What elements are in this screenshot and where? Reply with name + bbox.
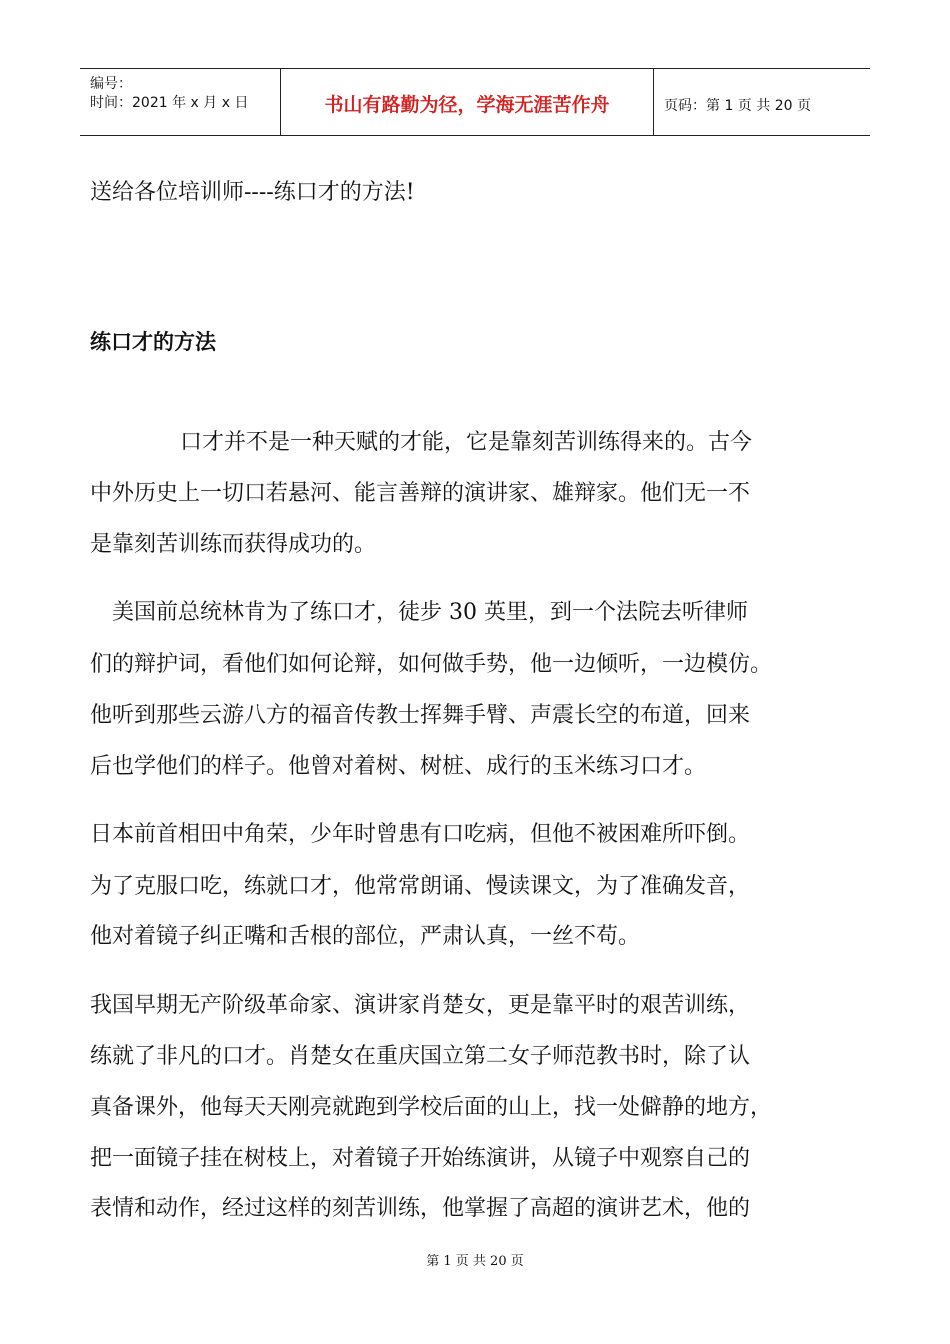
- paragraph-line: 表情和动作，经过这样的刻苦训练，他掌握了高超的演讲艺术，他的: [90, 1196, 751, 1221]
- header-meta-cell: [80, 69, 281, 135]
- paragraph-line: 他听到那些云游八方的福音传教士挥舞手臂、声震长空的布道，回来: [90, 703, 751, 728]
- paragraph-line: 为了克服口吃，练就口才，他常常朗诵、慢读课文，为了准确发音，: [90, 874, 751, 899]
- page-footer: 第 1 页 共 20 页: [426, 1254, 524, 1269]
- paragraph-line: 他对着镜子纠正嘴和舌根的部位，严肃认真，一丝不苟。: [90, 924, 641, 949]
- paragraph-line: 练就了非凡的口才。肖楚女在重庆国立第二女子师范教书时，除了认: [90, 1044, 751, 1069]
- paragraph-line: 美国前总统林肯为了练口才，徒步 30 英里，到一个法院去听律师: [112, 600, 748, 625]
- paragraph-line: 后也学他们的样子。他曾对着树、树桩、成行的玉米练习口才。: [90, 754, 707, 779]
- paragraph-line: 把一面镜子挂在树枝上，对着镜子开始练演讲，从镜子中观察自己的: [90, 1146, 751, 1171]
- paragraph-line: 我国早期无产阶级革命家、演讲家肖楚女，更是靠平时的艰苦训练，: [90, 993, 751, 1018]
- paragraph-line: 中外历史上一切口若悬河、能言善辩的演讲家、雄辩家。他们无一不: [90, 481, 751, 506]
- paragraph-line: 是靠刻苦训练而获得成功的。: [90, 532, 377, 557]
- document-title: 练口才的方法: [90, 330, 216, 354]
- paragraph-line: 日本前首相田中角荣，少年时曾患有口吃病，但他不被困难所吓倒。: [90, 822, 751, 847]
- header-page-cell: [654, 69, 870, 135]
- paragraph-line: 们的辩护词，看他们如何论辩，如何做手势，他一边倾听，一边模仿。: [90, 652, 773, 677]
- header-motto: 书山有路勤为径，学海无涯苦作舟: [324, 94, 610, 116]
- document-header: [80, 68, 870, 136]
- document-subject: 送给各位培训师----练口才的方法!: [90, 180, 415, 205]
- header-page-info: 页码：第 1 页 共 20 页: [664, 98, 811, 114]
- paragraph-line: 口才并不是一种天赋的才能，它是靠刻苦训练得来的。古今: [180, 430, 753, 455]
- header-motto-cell: [281, 69, 654, 135]
- document-number-label: 编号：: [90, 76, 132, 92]
- paragraph-line: 真备课外，他每天天刚亮就跑到学校后面的山上，找一处僻静的地方，: [90, 1095, 773, 1120]
- document-date: 时间：2021 年 x 月 x 日: [90, 95, 249, 111]
